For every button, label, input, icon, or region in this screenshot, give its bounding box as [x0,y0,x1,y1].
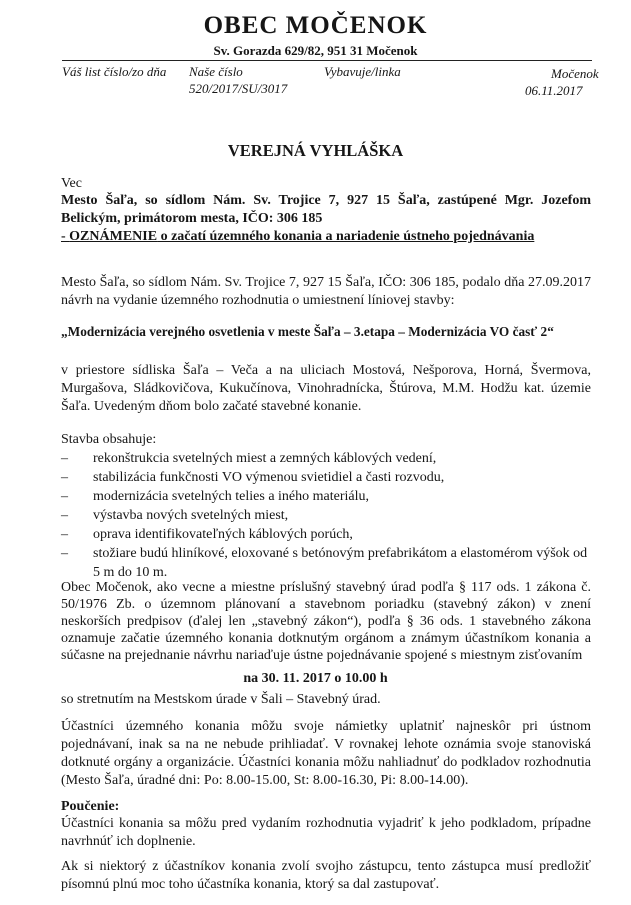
representative-paragraph: Ak si niektorý z účastníkov konania zvolí svojho zástupcu, tento zástupca musí predložiť písomnú plnú moc toho účastníka konania, ktorý sa dal zastupovať. [61,859,591,892]
notice-keyword: OZNÁMENIE [69,229,158,244]
scope-list-item-text: stabilizácia funkčnosti VO výmenou svietidiel a časti rozvodu, [93,470,445,485]
subject-line-1-text: Mesto Šaľa, so sídlom Nám. Sv. Trojice 7, 927 15 Šaľa, zastúpené Mgr. Jozefom [61,193,591,208]
scope-list-item [61,544,591,582]
list-heading: Stavba obsahuje: [61,432,157,447]
list-dash: – [61,527,68,542]
scope-list-item [61,506,591,525]
scope-list-item-text: oprava identifikovateľných káblových porúch, [93,527,353,542]
scope-list-item-text: výstavba nových svetelných miest, [93,508,289,523]
scope-list-item-text: rekonštrukcia svetelných miest a zemných káblových vedení, [93,451,437,466]
instruction-paragraph: Účastníci konania sa môžu pred vydaním rozhodnutia vyjadriť k jeho podkladom, prípadne navrhnúť ich doplnenie. [61,816,591,849]
subject-line-2: Belickým, primátorom mesta, IČO: 306 185 [61,211,323,226]
place-label: Močenok [551,66,599,81]
subject-line-3-prefix: - [61,229,70,244]
meeting-place: so stretnutím na Mestskom úrade v Šali – Stavebný úrad. [61,692,381,707]
list-dash: – [61,508,68,523]
list-dash: – [61,546,68,561]
org-name: OBEC MOČENOK [203,12,428,39]
scope-list-item-text: modernizácia svetelných telies a iného materiálu, [93,489,369,504]
scope-list-item [61,525,591,544]
list-dash: – [61,470,68,485]
instruction-heading: Poučenie: [61,799,120,814]
authority-paragraph: Obec Močenok, ako vecne a miestne príslušný stavebný úrad podľa § 117 ods. 1 zákona č. 50/1976 Zb. o územnom plánovaní a stavebnom poriadku (stavebný zákon) v znení neskorších predpisov (ďalej len „stavebný zákon“), podľa § 36 ods. 1 stavebného zákona oznamuje začatie územného konania dotknutým orgánom a známym účastníkom konania a súčasne na prejednanie návrhu nariaďuje ústne pojednávanie spojené s miestnym zisťovaním [61,580,591,663]
document-title: VEREJNÁ VYHLÁŠKA [227,141,404,160]
intro-paragraph: Mesto Šaľa, so sídlom Nám. Sv. Trojice 7, 927 15 Šaľa, IČO: 306 185, podalo dňa 27.09.2017 návrh na vydanie územného rozhodnutia o umiestnení líniovej stavby: [61,275,591,308]
org-address: Sv. Gorazda 629/82, 951 31 Močenok [213,43,418,58]
document-date: 06.11.2017 [525,83,583,98]
scope-list-item [61,487,591,506]
scope-list [61,449,591,582]
your-letter-label: Váš list číslo/zo dňa [62,64,167,79]
location-paragraph: v priestore sídliska Šaľa – Veča a na uliciach Mostová, Nešporova, Horná, Švermova, Murgašova, Sládkovičova, Kukučínova, Vinohradnícka, Štúrova, M.M. Hodžu kat. územie Šaľa. Uvedeným dňom bolo začaté stavebné konanie. [61,363,591,414]
subject-line-3-rest: o začatí územného konania a nariadenie ústneho pojednávania [157,229,535,244]
project-title: „Modernizácia verejného osvetlenia v meste Šaľa – 3.etapa – Modernizácia VO časť 2“ [61,324,554,339]
hearing-datetime: na 30. 11. 2017 o 10.00 h [243,671,388,686]
list-dash: – [61,451,68,466]
header-divider [62,60,592,61]
subject-line-1 [61,192,591,210]
scope-list-item [61,449,591,468]
handled-by-label: Vybavuje/linka [324,64,401,79]
our-number-value: 520/2017/SU/3017 [189,81,288,96]
scope-list-item-text: stožiare budú hliníkové, eloxované s betónovým prefabrikátom a elastomérom výšok od 5 m do 10 m. [93,546,588,580]
list-dash: – [61,489,68,504]
objections-paragraph: Účastníci územného konania môžu svoje námietky uplatniť najneskôr pri ústnom pojednávaní, inak sa na ne nebude prihliadať. V rovnakej lehote oznámia svoje stanoviská dotknuté orgány a organizácie. Účastníci konania môžu nahliadnuť do podkladov rozhodnutia (Mesto Šaľa, úradné dni: Po: 8.00-15.00, St: 8.00-16.30, Pi: 8.00-14.00). [61,719,591,788]
subject-line-3 [61,228,534,246]
subject-label: Vec [61,176,82,191]
scope-list-item [61,468,591,487]
our-number-label: Naše číslo [189,64,243,79]
